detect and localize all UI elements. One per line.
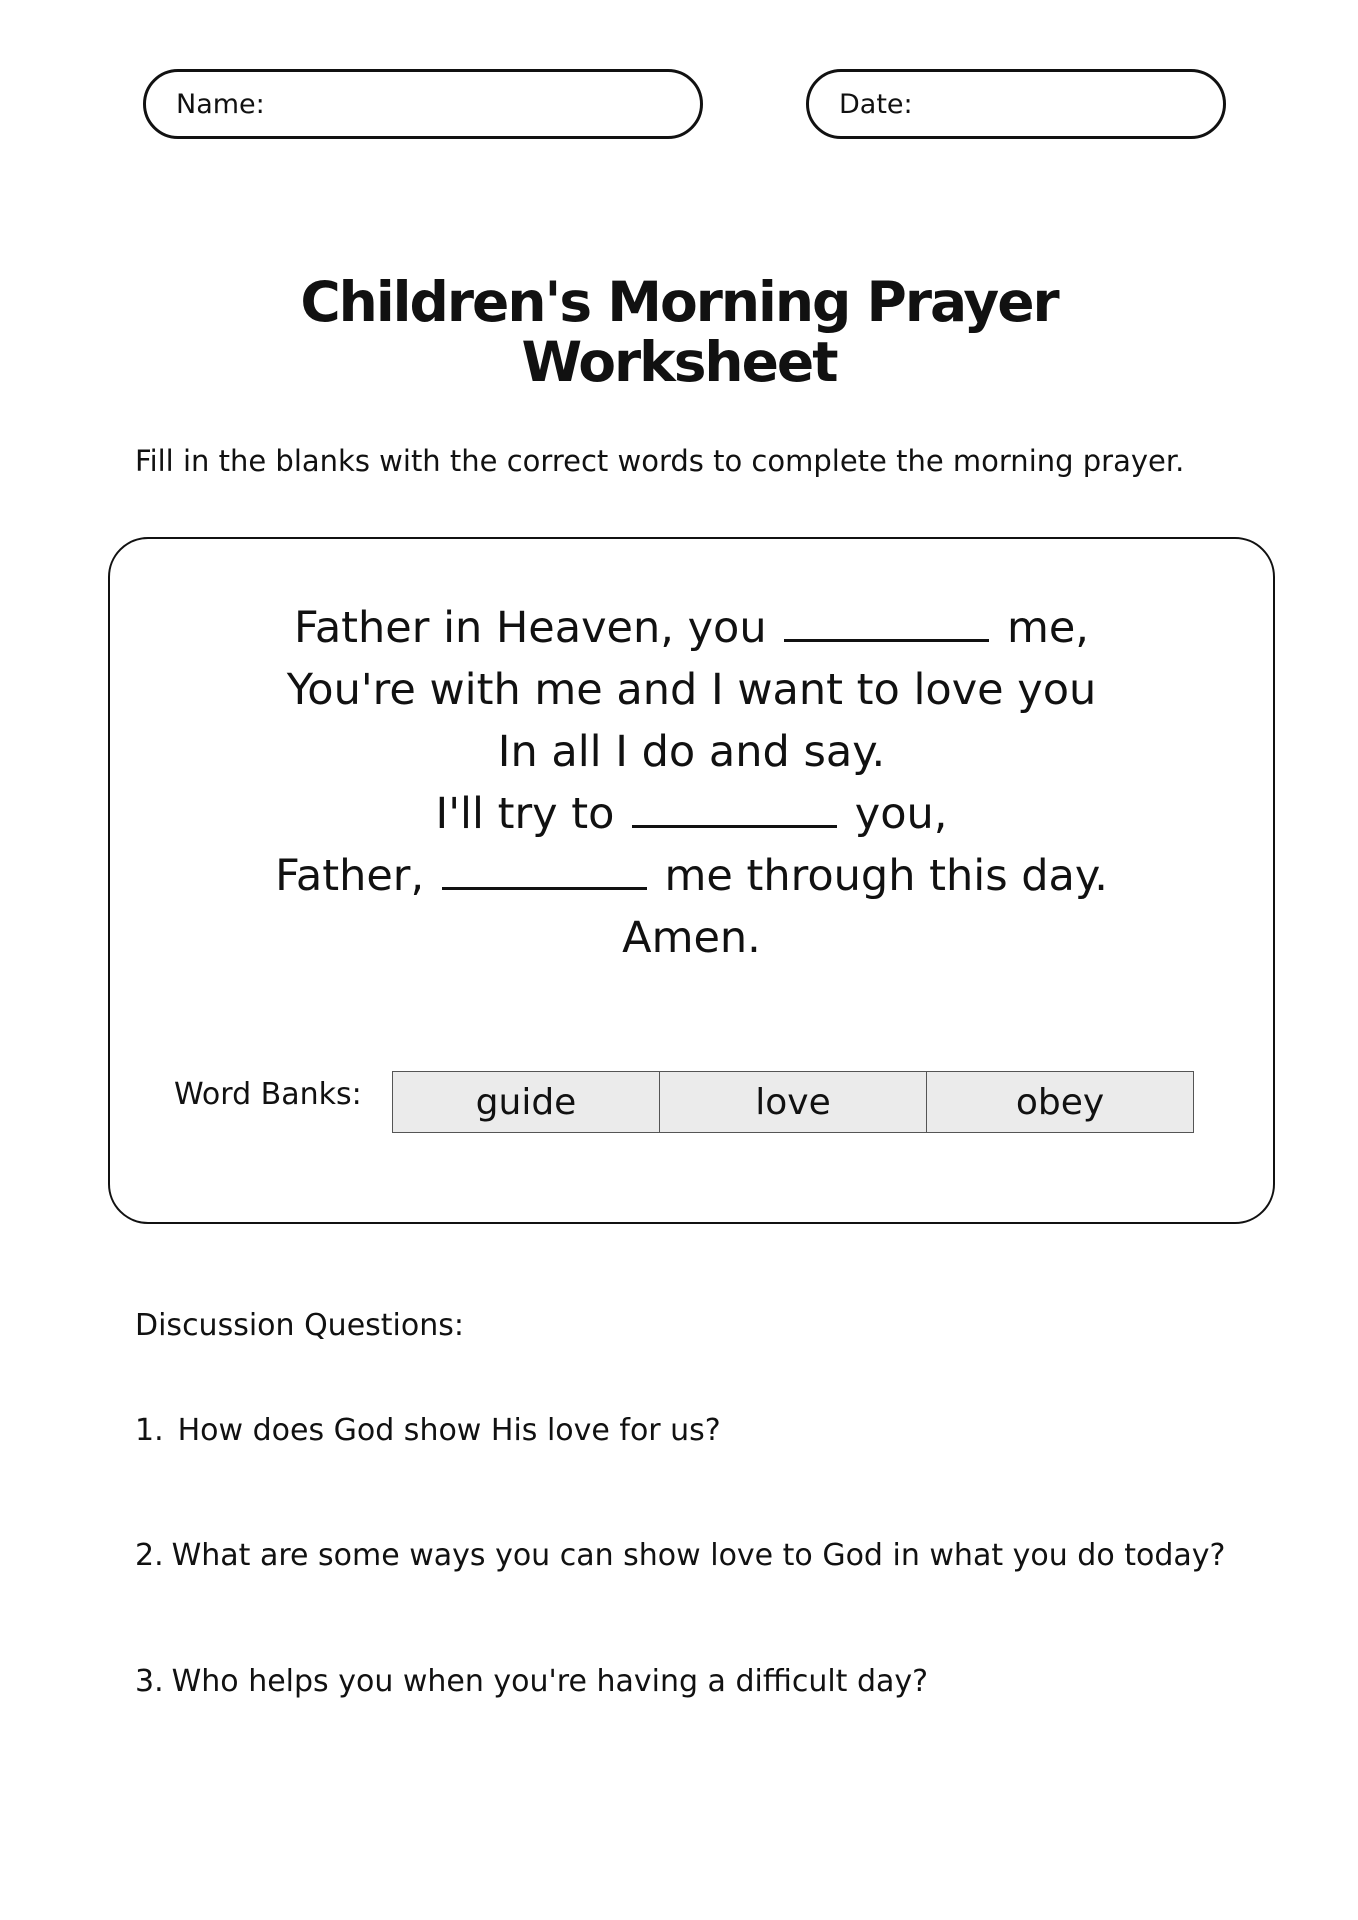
word-bank-cell: love	[660, 1072, 927, 1132]
date-label: Date:	[839, 88, 913, 120]
question-number: 2.	[135, 1538, 164, 1573]
date-field[interactable]	[806, 69, 1226, 139]
worksheet-title	[0, 272, 1358, 392]
prayer-poem	[110, 597, 1273, 969]
prayer-line-6: Amen.	[622, 913, 761, 963]
discussion-question	[135, 1413, 721, 1449]
prayer-line-4-end: you,	[854, 789, 948, 839]
prayer-line-4	[110, 783, 1273, 845]
prayer-line-1	[110, 597, 1273, 659]
instructions: Fill in the blanks with the correct words to complete the morning prayer.	[135, 444, 1185, 478]
word-bank-label: Word Banks:	[174, 1077, 362, 1112]
question-text: Who helps you when you're having a difficult day?	[171, 1664, 929, 1699]
question-text: How does God show His love for us?	[177, 1413, 721, 1448]
prayer-line-1-end: me,	[1006, 603, 1089, 653]
blank-3[interactable]	[442, 849, 647, 890]
word-bank-table	[392, 1071, 1194, 1133]
discussion-question	[135, 1664, 928, 1700]
name-input[interactable]	[275, 89, 700, 120]
blank-1[interactable]	[784, 601, 989, 642]
prayer-line-3: In all I do and say.	[497, 727, 886, 777]
name-field[interactable]	[143, 69, 703, 139]
question-number: 3.	[135, 1664, 164, 1699]
name-label: Name:	[176, 88, 265, 120]
word-bank-cell: guide	[393, 1072, 660, 1132]
discussion-question	[135, 1538, 1225, 1574]
prayer-line-1-start: Father in Heaven, you	[294, 603, 767, 653]
prayer-line-5-start: Father,	[275, 851, 425, 901]
date-input[interactable]	[923, 89, 1223, 120]
prayer-line-5	[110, 845, 1273, 907]
title-line-2: Worksheet	[521, 330, 837, 394]
title-line-1: Children's Morning Prayer	[300, 270, 1058, 334]
prayer-box	[108, 537, 1275, 1224]
question-text: What are some ways you can show love to God in what you do today?	[171, 1538, 1226, 1573]
question-number: 1.	[135, 1413, 164, 1448]
blank-2[interactable]	[632, 787, 837, 828]
prayer-line-2: You're with me and I want to love you	[286, 665, 1097, 715]
word-bank-cell: obey	[1015, 1081, 1105, 1123]
prayer-line-5-end: me through this day.	[664, 851, 1108, 901]
prayer-line-4-start: I'll try to	[435, 789, 615, 839]
discussion-heading: Discussion Questions:	[135, 1308, 464, 1343]
